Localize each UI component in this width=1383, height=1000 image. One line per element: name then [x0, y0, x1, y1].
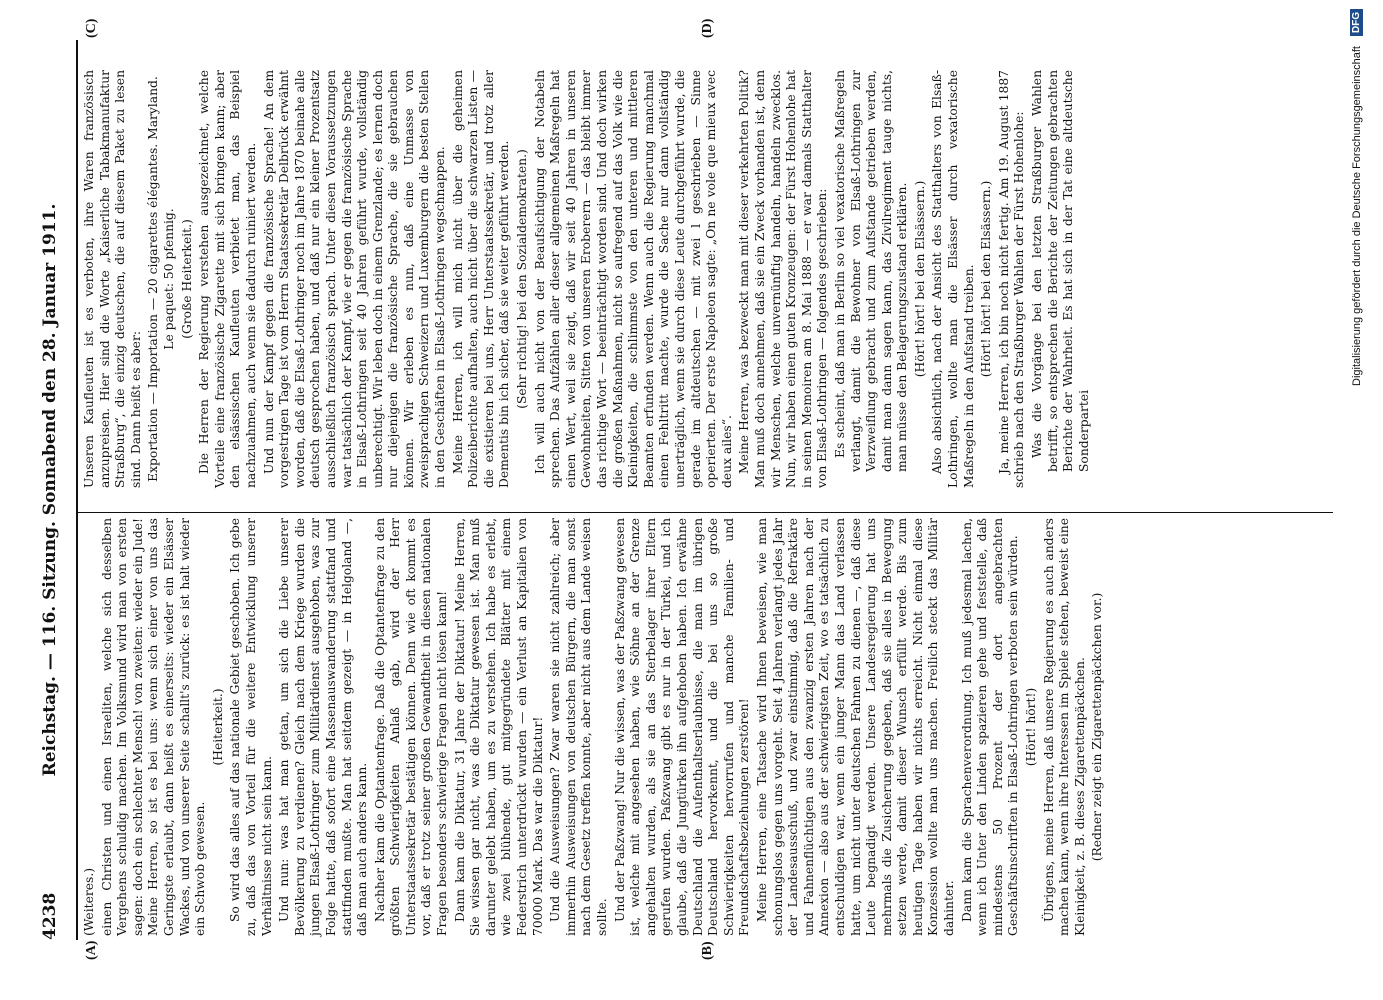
paragraph: Und der Paßzwang! Nur die wissen, was der Paßzwang gewesen ist, welche mit angesehen haben, wie Söhne an der Grenze angehalten wurden, als sie an das Sterbelager ihrer Eltern gerufen wurden. Paßzwang gibt es nur in der Türkei, und ich glaube, daß die Jungtürken ihn aufgehoben haben. Ich erwähne Deutschland die Aufenthaltserlaubnisse, die man im übrigen Deutschland hervorkennt, und die bei uns so große Schwierigkeiten hervorrufen und manche Familien- und Freundschaftsbeziehungen zerstören!: [612, 518, 752, 936]
interjection: (Sehr richtig! bei den Sozialdemokraten.): [515, 149, 530, 409]
interjection: (Redner zeigt ein Zigarettenpäckchen vor.): [1090, 592, 1105, 862]
paragraph: Meine Herren, was bezweckt man mit dieser verkehrten Politik? Man muß doch annehmen, daß sie ein Zweck vorhanden ist, denn wir Menschen, welche unvernünftig handeln, handeln zwecklos. Nun, wir haben einen guten Kronzeugen: der Fürst Hohenlohe hat in seinen Memoiren am 8. Mai 1888 — er war damals Statthalter von Elsaß-Lothringen — folgendes geschrieben:: [737, 70, 830, 488]
paragraph: Nachher kam die Optantenfrage. Daß die Optantenfrage zu den größten Schwierigkeiten Anlaß gab, wird der Herr Unterstaatssekretär bestätigen können. Denn wie oft kommt es vor, daß er trotz seiner großen Gewandtheit in diesen nationalen Fragen besonders schwierige Fragen nicht lösen kann!: [372, 518, 450, 936]
paragraph: Also absichtlich, nach der Ansicht des Statthalters von Elsaß-Lothringen, wollte man die Elsässer durch vexatorische Maßregeln in den Aufstand treiben.: [930, 70, 976, 488]
paragraph: Meine Herren, ich will mich nicht über die geheimen Polizeiberichte aufhalten, auch nicht über die schwarzen Listen — die existieren bei uns, Herr Unterstaatssekretär, und trotz aller Dementis bin ich sicher, daß sie weiter geführt werden.: [450, 70, 512, 488]
text-column-right: [82, 70, 1094, 488]
paragraph: Meine Herren, eine Tatsache wird Ihnen beweisen, wie man schonungslos gegen uns vorgeht. Seit 4 Jahren verlangt jedes Jahr der Landesausschuß, und zwar einstimmig, daß die Refraktäre und Fahnenflüchtigen aus den zwanzig ersten Jahren nach der Annexion — also aus der schwierigsten Zeit, wo es tatsächlich zu entschuldigen war, wenn ein junger Mann das Land verlassen hatte, um nicht unter deutschen Fahnen zu dienen —, daß diese Leute begnadigt werden. Unsere Landesregierung hat uns mehrmals die Zusicherung gegeben, daß sie alles in Bewegung setzen werde, damit dieser Wunsch erfüllt werde. Bis zum heutigen Tage haben wir nichts erreicht. Nicht einmal diese Konzession wollte man uns machen. Freilich steckt das Militär dahinter.: [754, 518, 957, 936]
paragraph: einen Christen und einen Israeliten, welche sich desselben Vergehens schuldig machen. Im Volksmund wird man von ersten sagen: doch ein schlechter Mensch! von zweiten: wieder ein Jude! Meine Herren, so ist es bei uns: wenn sich einer von uns das Geringste erlaubt, dann heißt es einerseits: wieder ein Elsässer Wackes, und von unserer Seite schallt's zurück: es ist halt wieder ein Schwob gewesen.: [99, 518, 208, 936]
interjection: (Große Heiterkeit.): [179, 219, 194, 339]
paragraph: (Weiteres.): [82, 867, 96, 936]
digitization-credit: Digitalisierung gefördert durch die Deutsche Forschungsgemeinschaft: [1351, 46, 1363, 386]
dfg-logo: DFG: [1350, 9, 1363, 36]
paragraph: Ja, meine Herren, ich bin noch nicht fertig. Am 19. August 1887 schrieb nach den Straßburger Wahlen der Fürst Hohenlohe:: [996, 70, 1027, 488]
interjection: (Hört! hört! bei den Elsässern.): [979, 180, 994, 378]
margin-marker-d: (D): [700, 18, 715, 38]
paragraph: Die Herren der Regierung verstehen ausgezeichnet, welche Vorteile eine französische Zigarette mit sich bringen kann; aber den elsässischen Kaufleuten verbietet man, das Beispiel nachzuahmen, auch wenn sie dadurch ruiniert werden.: [197, 70, 258, 488]
margin-marker-b: (B): [700, 941, 715, 960]
paragraph: Übrigens, meine Herren, daß unsere Regierung es auch anders machen kann, wenn ihre Interessen im Spiele stehen, beweist eine Kleinigkeit, z. B. dieses Zigarettenpäckchen.: [1041, 518, 1087, 936]
paragraph: Dann kam die Sprachenverordnung. Ich muß jedesmal lachen, wenn ich Unter den Linden spazieren gehe und feststelle, daß mindestens 50 Prozent der dort angebrachten Geschäftsinschriften in Elsaß-Lothringen verboten sein würden.: [959, 518, 1021, 936]
interjection: (Hört! hört! bei den Elsässern.): [912, 180, 927, 378]
quoted-packet-text: Exportation — Importation — 20 cigarettes élégantes. Maryland. Le paquet: 50 pfennig.: [146, 76, 176, 482]
margin-marker-a: (A): [84, 940, 99, 960]
paragraph: Und nun der Kampf gegen die französische Sprache! An dem vorgestrigen Tage ist vom Herrn Staatssekretär Delbrück erwähnt worden, daß die Elsaß-Lothringer noch im Jahre 1870 beinahe alle deutsch gesprochen haben, und daß nur ein kleiner Prozentsatz ausschließlich französisch sprach. Unter diesen Voraussetzungen war tatsächlich der Kampf, wie er gegen die französische Sprache in Elsaß-Lothringen seit 40 Jahren geführt wurde, vollständig unberechtigt. Wir leben doch in einem Grenzlande; es lernen doch nur diejenigen die französische Sprache, die sie gebrauchen können. Wir erleben es nun, daß eine Unmasse von zweisprachigen Schweizern und Luxemburgern die besten Stellen in den Geschäften in Elsaß-Lothringen wegschnappen.: [261, 70, 448, 488]
page-number: 4238: [40, 892, 60, 940]
text-column-left: [82, 518, 1108, 936]
paragraph: So wird das alles auf das nationale Gebiet geschoben. Ich gebe zu, daß das von Vorteil für die weitere Entwicklung unserer Verhältnisse nicht sein kann.: [228, 518, 274, 936]
page-header: [40, 40, 68, 940]
interjection: (Hört! hört!): [1024, 687, 1039, 767]
page-title: Reichstag. — 116. Sitzung. Sonnabend den 28. Januar 1911.: [40, 203, 60, 777]
column-divider: [78, 512, 1333, 513]
interjection: (Heiterkeit.): [210, 688, 225, 766]
paragraph: Und nun: was hat man getan, um sich die Liebe unserer Bevölkerung zu verdienen? Gleich nach dem Kriege wurden die jungen Elsaß-Lothringer zum Militärdienst ausgehoben, was zur Folge hatte, daß sofort eine Massenauswanderung stattfand und stattfinden mußte. Man hat seitdem gezeigt — in Helgoland —, daß man auch anders kann.: [277, 518, 370, 936]
paragraph: Dann kam die Diktatur, 31 Jahre der Diktatur! Meine Herren, Sie wissen gar nicht, was die Diktatur gewesen ist. Man muß darunter gelebt haben, um es zu verstehen. Ich habe es erlebt, wie zwei blühende, gut mitgegründete Blätter mit einem Federstrich unterdrückt wurden — ein Verlust an Kapitalien von 70000 Mark. Das war die Diktatur!: [452, 518, 545, 936]
paragraph: Unseren Kaufleuten ist es verboten, ihre Waren französisch anzupreisen. Hier sind die Worte „Kaiserliche Tabakmanufaktur Straßburg“, die einzig deutschen, die auf diesem Paket zu lesen sind. Dann heißt es aber:: [82, 70, 143, 488]
quotation: Es scheint, daß man in Berlin so viel vexatorische Maßregeln verlangt, damit die Bewohner von Elsaß-Lothringen zur Verzweiflung gebracht und zum Aufstande getrieben werden, damit man dann sagen kann, das Zivilregiment tauge nichts, man müsse den Belagerungszustand erklären.: [832, 70, 910, 472]
quotation: Was die Vorgänge bei den letzten Straßburger Wahlen betrifft, so entsprechen die Berichte der Zeitungen gebrachten Berichte der Wahrheit. Es hat sich in der Tat eine altdeutsche Sonderpartei: [1030, 70, 1091, 472]
paragraph: Ich will auch nicht von der Beaufsichtigung der Notabeln sprechen. Das Aufzählen aller dieser allgemeinen Maßregeln hat einen Wert, weil sie zeigt, daß wir seit 40 Jahren in unseren Gewohnheiten, Sitten von unseren Eroberern — das bleibt immer das richtige Wort — beeinträchtigt worden sind. Und doch wirken die großen Maßnahmen, nicht so aufregend auf das Volk wie die Kleinigkeiten, die schlimmste von den unteren und mittleren Beamten erfunden werden. Wenn auch die Regierung manchmal einen Fehltritt machte, wurde die Sache nur dann vollständig unerträglich, wenn sie durch diese Leute durchgeführt wurde, die gerade im altdeutschen — mit zwei l geschrieben — Sinne operierten. Der erste Napoleon sagte: „On ne vole que mieux avec deux ailes“.: [532, 70, 734, 488]
paragraph: Und die Ausweisungen? Zwar waren sie nicht zahlreich; aber immerhin Ausweisungen von deutschen Bürgern, die man sonst nach dem Gesetz treffen konnte, aber nicht aus dem Lande weisen sollte.: [548, 518, 609, 936]
margin-marker-c: (C): [84, 18, 99, 38]
header-rule: [76, 40, 78, 940]
